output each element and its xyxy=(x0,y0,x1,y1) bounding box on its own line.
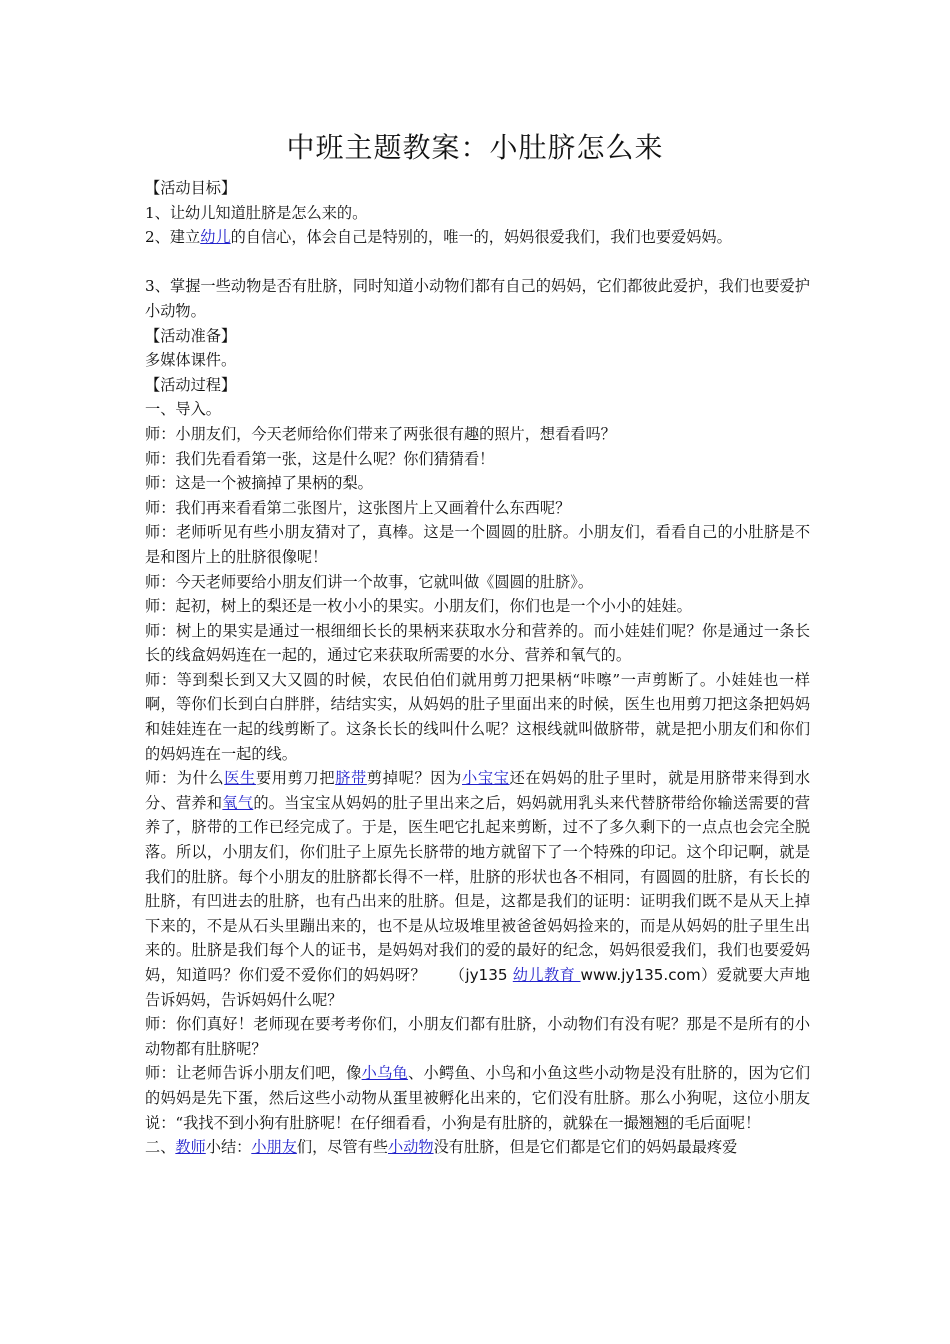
text-span: 的自信心，体会自己是特别的，唯一的，妈妈很爱我们，我们也要爱妈妈。 xyxy=(230,228,732,247)
link-youer[interactable]: 幼儿 xyxy=(200,228,231,247)
section-2-heading xyxy=(145,1135,810,1160)
link-xiaowugui[interactable]: 小乌龟 xyxy=(361,1064,409,1083)
link-yisheng[interactable]: 医生 xyxy=(224,769,256,788)
text-span: ）爱就要大声地告诉妈妈，告诉妈妈什么呢？ xyxy=(145,966,811,1009)
dialogue-2: 师：我们先看看第一张，这是什么呢？你们猜猜看！ xyxy=(145,449,495,468)
text-span: 剪掉呢？因为 xyxy=(366,769,463,788)
text-span: 没有肚脐，但是它们都是它们的妈妈最最疼爱 xyxy=(433,1138,738,1157)
goal-2 xyxy=(145,225,810,250)
section-1-heading: 一、导入。 xyxy=(145,400,221,419)
link-yangqi[interactable]: 氧气 xyxy=(222,793,254,812)
text-span: 二、 xyxy=(145,1138,176,1157)
dialogue-3: 师：这是一个被摘掉了果柄的梨。 xyxy=(145,474,373,493)
text-span: 们，尽管有些 xyxy=(296,1138,388,1157)
link-xiaobaobao[interactable]: 小宝宝 xyxy=(462,769,510,788)
page-title: 中班主题教案：小肚脐怎么来 xyxy=(286,131,664,164)
heading-preparation: 【活动准备】 xyxy=(145,326,237,345)
dialogue-10 xyxy=(145,766,810,1012)
dialogue-12 xyxy=(145,1061,810,1135)
link-youer-jiaoyu[interactable]: 幼儿教育 xyxy=(512,966,581,984)
text-span: jy135 xyxy=(465,966,513,984)
text-span: 2、建立 xyxy=(145,228,201,247)
blank-line xyxy=(145,250,810,275)
goal-1: 1、让幼儿知道肚脐是怎么来的。 xyxy=(145,203,368,222)
link-xiaopengyou[interactable]: 小朋友 xyxy=(251,1138,297,1157)
dialogue-1: 师：小朋友们，今天老师给你们带来了两张很有趣的照片，想看看吗？ xyxy=(145,424,616,443)
dialogue-7: 师：起初，树上的梨还是一枚小小的果实。小朋友们，你们也是一个小小的娃娃。 xyxy=(145,597,692,616)
dialogue-6: 师：今天老师要给小朋友们讲一个故事，它就叫做《圆圆的肚脐》。 xyxy=(145,572,594,591)
heading-goals: 【活动目标】 xyxy=(145,179,237,197)
text-span: 要用剪刀把 xyxy=(255,769,336,788)
text-span: 还在妈妈的肚子里时，就是用脐带来得到水分、营养和 xyxy=(145,769,811,812)
goal-3: 3、掌握一些动物是否有肚脐，同时知道小动物们都有自己的妈妈，它们都彼此爱护，我们也要爱护小动物。 xyxy=(145,277,810,320)
text-span: 小结： xyxy=(205,1138,252,1157)
dialogue-4: 师：我们再来看看第二张图片，这张图片上又画着什么东西呢？ xyxy=(145,498,571,517)
link-qidai[interactable]: 脐带 xyxy=(335,769,367,788)
text-span: 师：为什么 xyxy=(145,769,225,788)
dialogue-8: 师：树上的果实是通过一根细细长长的果柄来获取水分和营养的。而小娃娃们呢？你是通过一条长长的线盒妈妈连在一起的，通过它来获取所需要的水分、营养和氧气的。 xyxy=(145,621,810,665)
heading-process: 【活动过程】 xyxy=(145,375,237,394)
dialogue-9: 师：等到梨长到又大又圆的时候，农民伯伯们就用剪刀把果柄“咔嚓”一声剪断了。小娃娃也一样啊，等你们长到白白胖胖，结结实实，从妈妈的肚子里面出来的时候，医生也用剪刀把这条把妈妈和娃娃连在一起的线剪断了。这条长长的线叫什么呢？这根线就叫做脐带，就是把小朋友们和你们的妈妈连在一起的线。 xyxy=(145,670,810,763)
link-xiaodongwu[interactable]: 小动物 xyxy=(388,1138,434,1157)
dialogue-5: 师：老师听见有些小朋友猜对了，真棒。这是一个圆圆的肚脐。小朋友们，看看自己的小肚脐是不是和图片上的肚脐很像呢！ xyxy=(145,523,810,566)
link-jiaoshi[interactable]: 教师 xyxy=(175,1138,206,1157)
text-span: 、小鳄鱼、小鸟和小鱼这些小动物是没有肚脐的，因为它们的妈妈是先下蛋，然后这些小动物从蛋里被孵化出来的，它们没有肚脐。那么小狗呢，这位小朋友说：“我找不到小狗有肚脐呢！在仔细看看，小狗是有肚脐的，就躲在一撮翘翘的毛后面呢！ xyxy=(145,1064,811,1132)
text-span: 的。当宝宝从妈妈的肚子里出来之后，妈妈就用乳头来代替脐带给你输送需要的营养了，脐带的工作已经完成了。于是，医生吧它扎起来剪断，过不了多久剩下的一点点也会完全脱落。所以，小朋友们，你们肚子上原先长脐带的地方就留下了一个特殊的印记。这个印记啊，就是我们的肚脐。每个小朋友的肚脐都长得不一样，肚脐的形状也各不相同，有圆圆的肚脐，有长长的肚脐，有凹进去的肚脐，也有凸出来的肚脐。但是，这都是我们的证明：证明我们既不是从天上掉下来的，不是从石头里蹦出来的，也不是从垃圾堆里被爸爸妈妈捡来的，而是从妈妈的肚子里生出来的。肚脐是我们每个人的证书，是妈妈对我们的爱的最好的纪念，妈妈很爱我们，我们也要爱妈妈，知道吗？你们爱不爱你们的妈妈呀？ （ xyxy=(145,793,811,984)
document-body xyxy=(145,176,810,1160)
preparation-text: 多媒体课件。 xyxy=(145,351,237,370)
dialogue-11: 师：你们真好！老师现在要考考你们，小朋友们都有肚脐，小动物们有没有呢？那是不是所有的小动物都有肚脐呢？ xyxy=(145,1015,810,1058)
site-url: www.jy135.com xyxy=(580,966,701,984)
text-span: 师：让老师告诉小朋友们吧，像 xyxy=(145,1064,362,1083)
